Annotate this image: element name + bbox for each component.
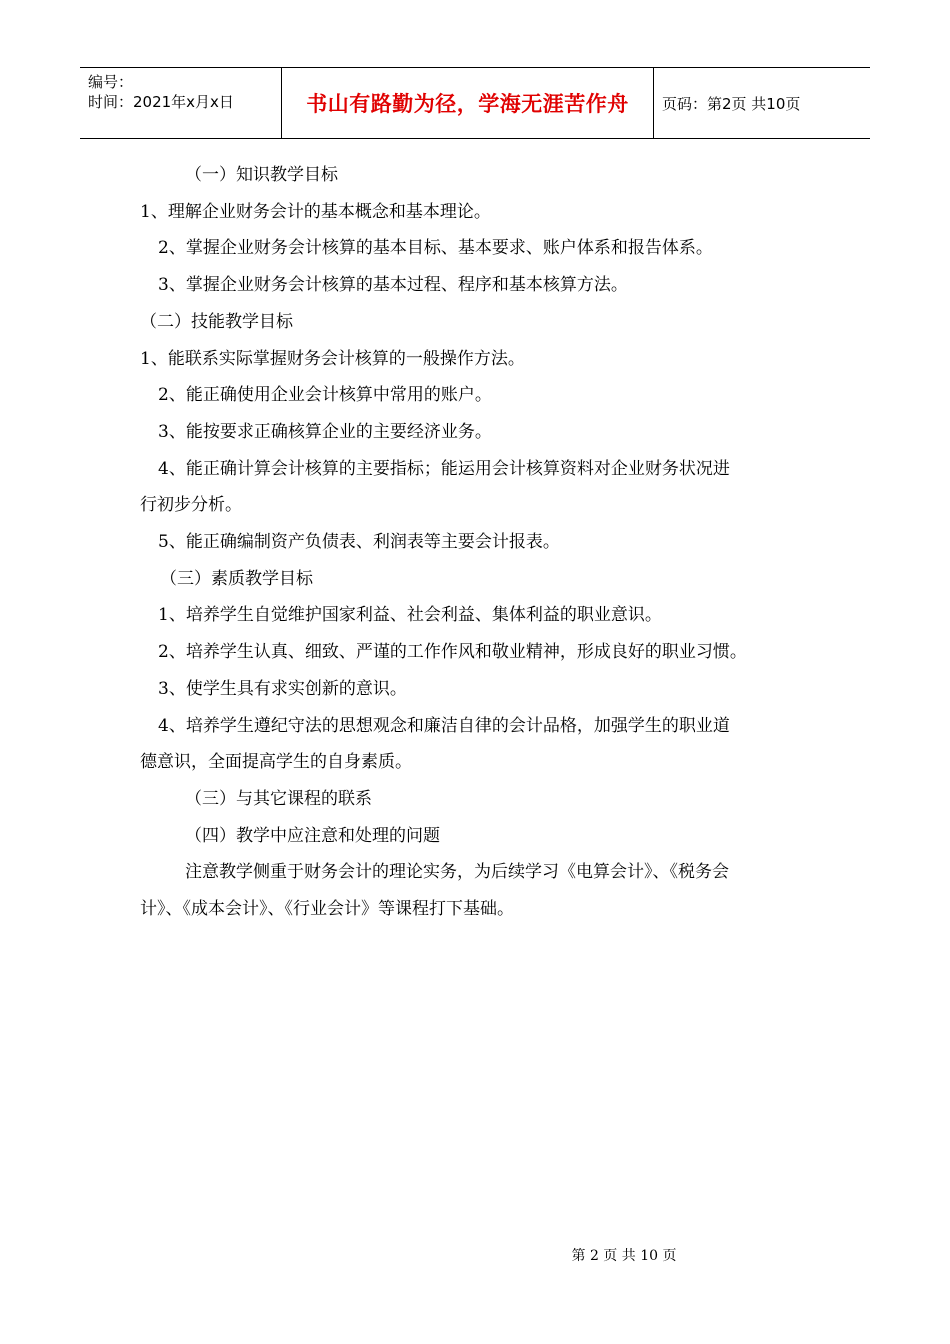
serial-number-label: 编号：	[88, 73, 134, 91]
body-paragraph: 注意教学侧重于财务会计的理论实务，为后续学习《电算会计》、《税务会	[185, 862, 729, 883]
list-item: 1、理解企业财务会计的基本概念和基本理论。	[140, 201, 491, 222]
list-item: 2、培养学生认真、细致、严谨的工作作风和敬业精神，形成良好的职业习惯。	[158, 642, 747, 663]
list-item: 3、掌握企业财务会计核算的基本过程、程序和基本核算方法。	[158, 275, 628, 296]
list-item: 4、培养学生遵纪守法的思想观念和廉洁自律的会计品格，加强学生的职业道	[158, 715, 730, 736]
list-item: 5、能正确编制资产负债表、利润表等主要会计报表。	[158, 532, 560, 553]
page-footer	[0, 1245, 950, 1265]
body-paragraph-continuation: 计》、《成本会计》、《行业会计》等课程打下基础。	[140, 899, 514, 920]
list-item: 1、能联系实际掌握财务会计核算的一般操作方法。	[140, 348, 525, 369]
page-header	[80, 67, 870, 139]
date-label: 时间：2021年x月x日	[88, 93, 234, 111]
section-heading-teaching-notes: （四）教学中应注意和处理的问题	[185, 825, 440, 846]
section-heading-knowledge: （一）知识教学目标	[185, 165, 338, 185]
header-motto: 书山有路勤为径，学海无涯苦作舟	[282, 68, 654, 138]
list-item-continuation: 行初步分析。	[140, 495, 242, 516]
document-body	[140, 157, 820, 928]
section-heading-skills: （二）技能教学目标	[140, 311, 293, 332]
section-heading-quality: （三）素质教学目标	[160, 568, 313, 589]
list-item: 2、掌握企业财务会计核算的基本目标、基本要求、账户体系和报告体系。	[158, 238, 713, 259]
header-meta-cell	[80, 68, 282, 138]
list-item: 3、能按要求正确核算企业的主要经济业务。	[158, 421, 492, 442]
header-page-info: 页码：第2页 共10页	[662, 94, 801, 113]
list-item-continuation: 德意识，全面提高学生的自身素质。	[140, 752, 412, 773]
list-item: 3、使学生具有求实创新的意识。	[158, 678, 407, 699]
section-heading-related-courses: （三）与其它课程的联系	[185, 788, 372, 809]
list-item: 4、能正确计算会计核算的主要指标；能运用会计核算资料对企业财务状况进	[158, 458, 730, 479]
list-item: 1、培养学生自觉维护国家利益、社会利益、集体利益的职业意识。	[158, 605, 662, 626]
list-item: 2、能正确使用企业会计核算中常用的账户。	[158, 385, 492, 406]
footer-page-number: 第 2 页 共 10 页	[571, 1248, 677, 1264]
